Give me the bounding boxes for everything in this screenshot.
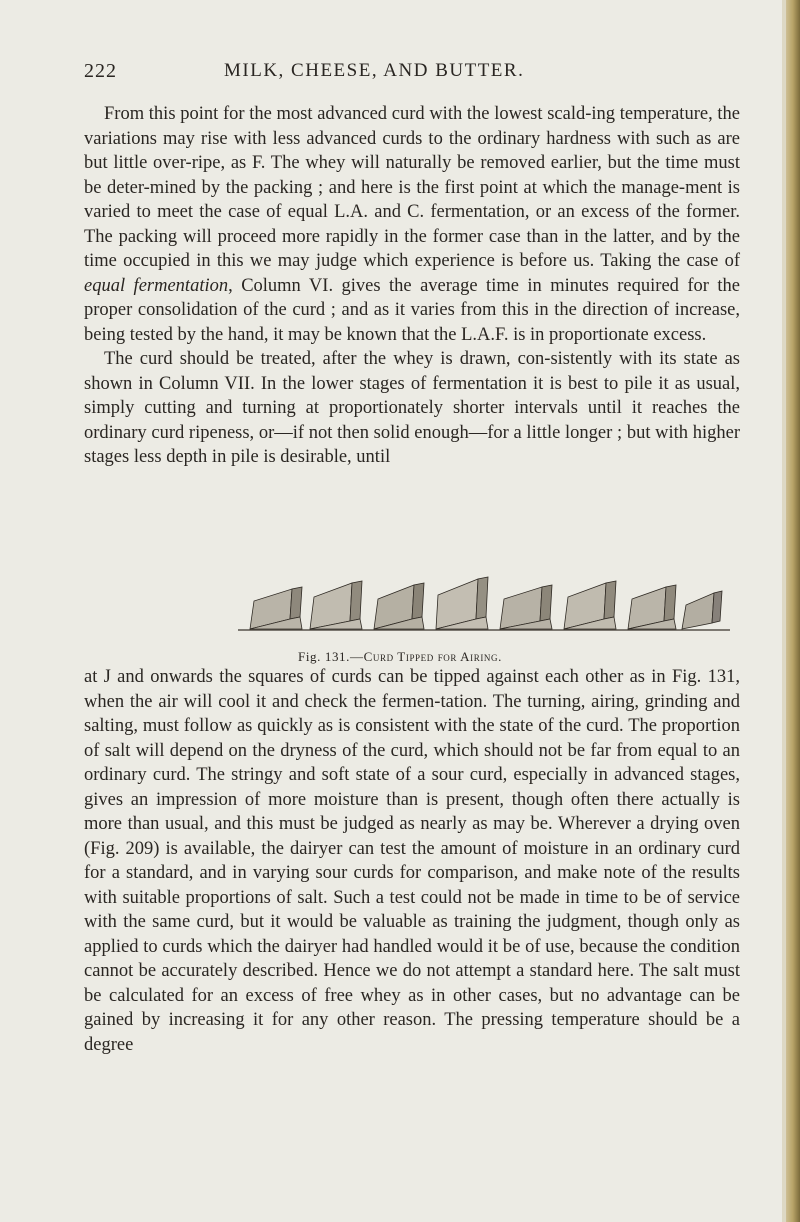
- paragraph: The curd should be treated, after the whey is drawn, con-sistently with its state as shown in Column VII. In the lower stages of fermentation it is best to pile it as usual, simply cutting and turning at proportionately shorter intervals until it reaches the ordinary curd ripeness, or—if not then solid enough—for a little longer ; but with higher stages less depth in pile is desirable, until: [84, 349, 740, 467]
- curd-block: [564, 581, 616, 629]
- running-title: MILK, CHEESE, AND BUTTER.: [224, 60, 525, 81]
- body-text-top: [84, 102, 740, 470]
- curd-block: [436, 577, 488, 629]
- page-number: 222: [84, 60, 117, 82]
- curd-block: [310, 581, 362, 629]
- curd-block: [628, 585, 676, 629]
- paragraph: From this point for the most advanced curd with the lowest scald-ing temperature, the variations may rise with less advanced curds to the ordinary hardness with such as are but little over-ripe, as F. The whey will naturally be removed earlier, but the time must be deter-mined by the packing ; and here is the first point at which the manage-ment is varied to meet the case of equal L.A. and C. fermentation, or an excess of the former. The packing will proceed more rapidly in the former case than in the latter, and by the time occupied in this we may judge which experience is before us. Taking the case of equal fermentation, Column VI. gives the average time in minutes required for the proper consolidation of the curd ; and as it varies from this in the direction of increase, being tested by the hand, it may be known that the L.A.F. is in proportionate excess.: [84, 104, 740, 345]
- curd-block: [500, 585, 552, 629]
- curd-tipped-illustration: [230, 575, 730, 633]
- body-text-bottom: [84, 665, 740, 1057]
- book-page-edge: [782, 0, 800, 1222]
- curd-block: [374, 583, 424, 629]
- figure-caption-text: —Curd Tipped for Airing.: [350, 649, 502, 664]
- emphasis: equal fermentation: [84, 275, 229, 296]
- paragraph: at J and onwards the squares of curds can be tipped against each other as in Fig. 131, when the air will cool it and check the fermen-tation. The turning, airing, grinding and salting, must follow as quickly as is consistent with the state of the curd. The proportion of salt will depend on the dryness of the curd, which should not be far from equal to an ordinary curd. The stringy and soft state of a sour curd, especially in advanced stages, gives an impression of more moisture than is present, though often there actually is more than usual, and this must be judged as nearly as may be. Wherever a drying oven (Fig. 209) is available, the dairyer can test the amount of moisture in an ordinary curd for a standard, and in varying sour curds for comparison, and make note of the results with suitable proportions of salt. Such a test could not be made in time to be of service with the same curd, but it would be valuable as training the judgment, though only as applied to curds which the dairyer had handled would it be of use, because the condition cannot be accurately described. Hence we do not attempt a standard here. The salt must be calculated for an excess of free whey as in other cases, but no advantage can be gained by increasing it for any other reason. The pressing temperature should be a degree: [84, 667, 740, 1055]
- figure-caption: [0, 649, 800, 665]
- curd-block: [250, 587, 302, 629]
- page-header: [84, 60, 740, 90]
- figure-label: Fig. 131.: [298, 649, 351, 664]
- curd-block: [682, 591, 722, 629]
